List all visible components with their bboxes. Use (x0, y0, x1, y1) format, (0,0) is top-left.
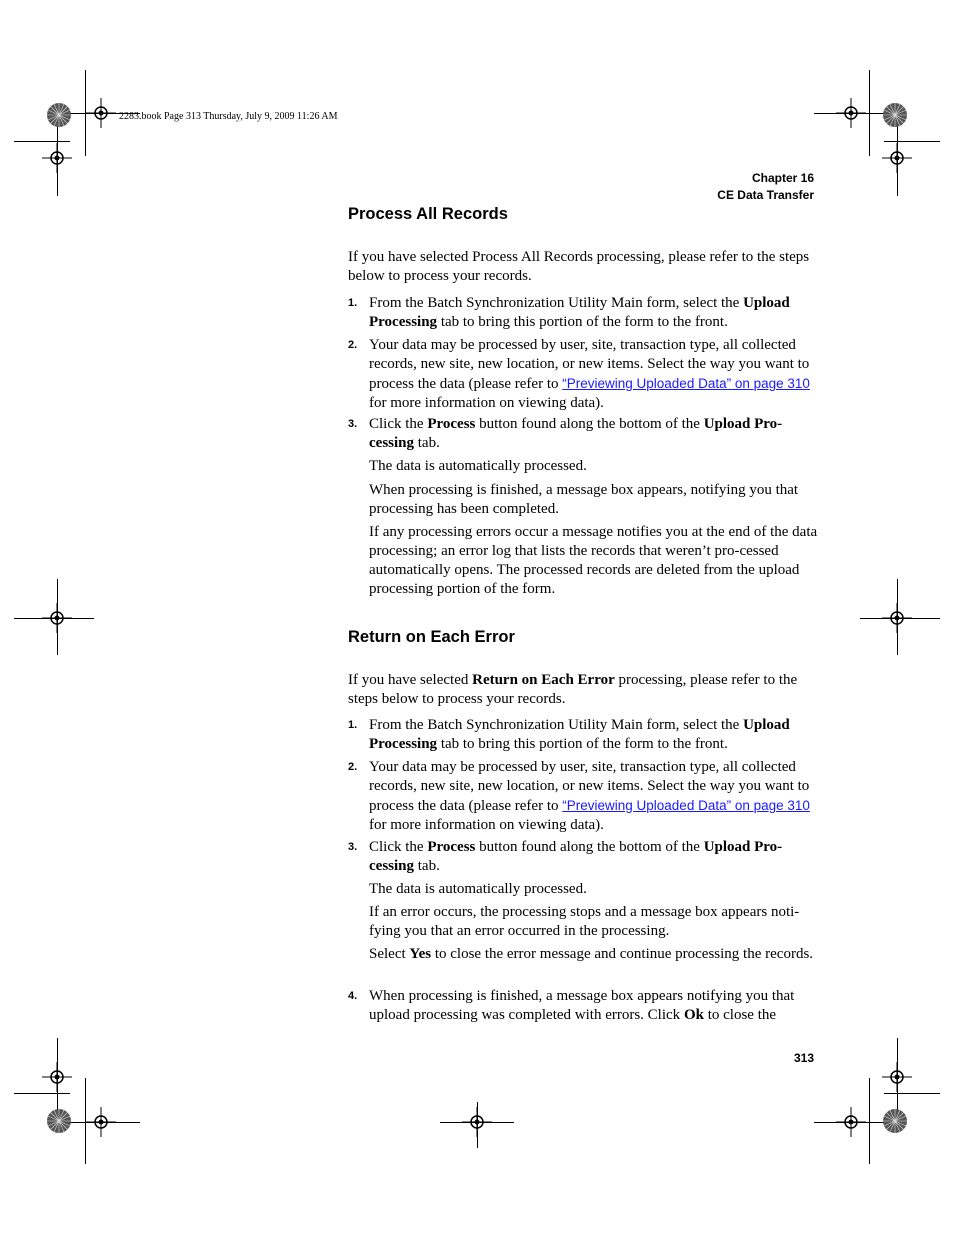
star-target-icon (882, 1108, 908, 1139)
list-number: 3. (348, 418, 358, 430)
list-item: 2. Your data may be processed by user, site, transaction type, all collected records, new site, new location, or new items. Select the way you want to process the data (please refer to “Previewing Uploaded Data” on page 310 for more information on viewing data). (348, 759, 810, 833)
crop-line (814, 1122, 884, 1123)
crop-line (70, 1122, 140, 1123)
section-heading: Process All Records (348, 205, 508, 223)
star-target-icon (882, 102, 908, 133)
list-number: 4. (348, 990, 358, 1002)
indented-paragraph: The data is automatically processed. (369, 458, 587, 474)
crop-line (897, 579, 898, 655)
star-target-icon (46, 102, 72, 133)
list-item: 3. Click the Process button found along the bottom of the Upload Pro-cessing tab. (348, 839, 783, 874)
star-target-icon (46, 1108, 72, 1139)
crop-line (57, 579, 58, 655)
list-number: 2. (348, 339, 358, 351)
crop-line (860, 618, 940, 619)
indented-paragraph: When processing is finished, a message box appears, notifying you that processing has been completed. (369, 482, 799, 517)
list-number: 3. (348, 841, 358, 853)
crop-line (814, 113, 884, 114)
list-item: 1. From the Batch Synchronization Utility Main form, select the Upload Processing tab to bring this portion of the form to the front. (348, 717, 790, 752)
running-head-chapter: Chapter 16 (751, 171, 814, 185)
list-item: 2. Your data may be processed by user, site, transaction type, all collected records, new site, new location, or new items. Select the way you want to process the data (please refer to “Previewing Uploaded Data” on page 310 for more information on viewing data). (348, 337, 810, 411)
print-slug: 2283.book Page 313 Thursday, July 9, 2009 11:26 AM (119, 111, 338, 122)
list-number: 1. (348, 297, 358, 309)
intro-paragraph: If you have selected Return on Each Error processing, please refer to the steps below to process your records. (348, 672, 798, 707)
previewing-uploaded-data-link[interactable]: “Previewing Uploaded Data” on page 310 (562, 798, 810, 813)
crop-line (477, 1102, 478, 1148)
crop-line (57, 1038, 58, 1116)
previewing-uploaded-data-link[interactable]: “Previewing Uploaded Data” on page 310 (562, 376, 810, 391)
crop-line (897, 1038, 898, 1116)
list-item: 4. When processing is finished, a message box appears notifying you that upload processing was completed with errors. Click Ok to close the (348, 988, 795, 1023)
running-head-title: CE Data Transfer (717, 188, 814, 202)
list-item: 3. Click the Process button found along the bottom of the Upload Pro-cessing tab. (348, 416, 783, 451)
intro-paragraph: If you have selected Process All Records processing, please refer to the steps below to process your records. (348, 249, 810, 284)
indented-paragraph: The data is automatically processed. (369, 881, 587, 897)
indented-paragraph: Select Yes to close the error message and continue processing the records. (369, 946, 814, 962)
page-number: 313 (793, 1051, 814, 1065)
list-number: 2. (348, 761, 358, 773)
list-item: 1. From the Batch Synchronization Utility Main form, select the Upload Processing tab to bring this portion of the form to the front. (348, 295, 790, 330)
indented-paragraph: If any processing errors occur a message notifies you at the end of the data processing; an error log that lists the records that weren’t pro-cessed automatically opens. The processed records are deleted from the upload processing portion of the form. (369, 524, 818, 597)
section-heading: Return on Each Error (348, 628, 515, 646)
list-number: 1. (348, 719, 358, 731)
indented-paragraph: If an error occurs, the processing stops and a message box appears noti-fying you that an error occurred in the processing. (369, 904, 800, 939)
crop-line (14, 618, 94, 619)
